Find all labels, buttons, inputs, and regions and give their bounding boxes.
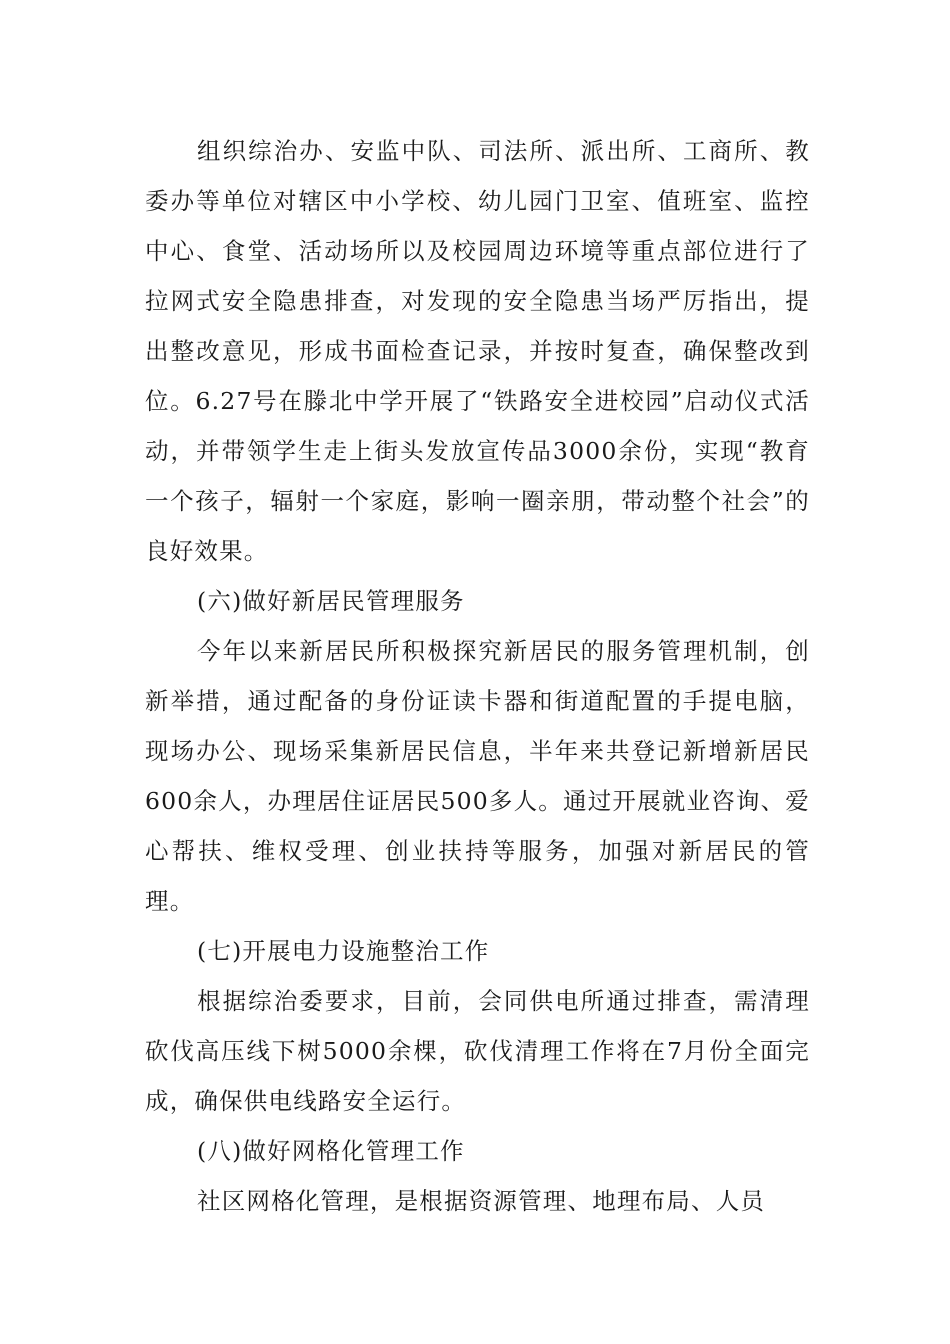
section-heading-grid-management: (八)做好网格化管理工作 (197, 1137, 465, 1165)
paragraph-grid-management: 社区网格化管理，是根据资源管理、地理布局、人员 (197, 1187, 766, 1215)
document-body (145, 126, 810, 1226)
paragraph-power-facilities: 根据综治委要求，目前，会同供电所通过排查，需清理砍伐高压线下树5000余棵，砍伐清理工作将在7月份全面完成，确保供电线路安全运行。 (145, 987, 810, 1115)
section-heading-power-facilities: (七)开展电力设施整治工作 (197, 937, 490, 965)
section-heading-new-residents: (六)做好新居民管理服务 (197, 587, 465, 615)
paragraph-school-safety-inspection: 组织综治办、安监中队、司法所、派出所、工商所、教委办等单位对辖区中小学校、幼儿园门卫室、值班室、监控中心、食堂、活动场所以及校园周边环境等重点部位进行了拉网式安全隐患排查，对发现的安全隐患当场严厉指出，提出整改意见，形成书面检查记录，并按时复查，确保整改到位。6.27号在滕北中学开展了“铁路安全进校园”启动仪式活动，并带领学生走上街头发放宣传品3000余份，实现“教育一个孩子，辐射一个家庭，影响一圈亲朋，带动整个社会”的良好效果。 (145, 137, 810, 565)
paragraph-new-residents-service: 今年以来新居民所积极探究新居民的服务管理机制，创新举措，通过配备的身份证读卡器和街道配置的手提电脑，现场办公、现场采集新居民信息，半年来共登记新增新居民600余人，办理居住证居民500多人。通过开展就业咨询、爱心帮扶、维权受理、创业扶持等服务，加强对新居民的管理。 (145, 637, 811, 915)
